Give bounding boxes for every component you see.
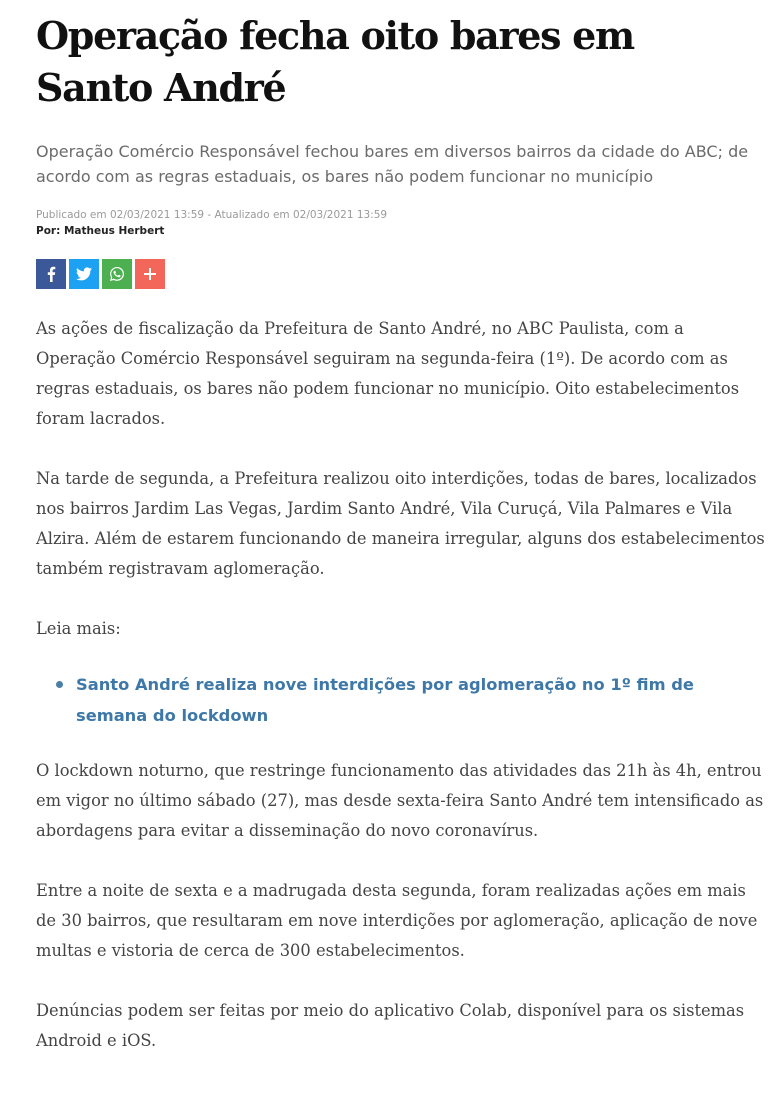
list-item [36,669,766,731]
article [36,10,766,1086]
read-more-label: Leia mais: [36,619,121,638]
author-byline: Por: Matheus Herbert [36,225,165,237]
share-more-button[interactable] [135,259,165,289]
related-article-link[interactable]: Santo André realiza nove interdições por aglomeração no 1º fim de semana do lockdown [76,675,694,725]
share-facebook-button[interactable] [36,259,66,289]
article-paragraph: O lockdown noturno, que restringe funcionamento das atividades das 21h às 4h, entrou em vigor no último sábado (27), mas desde sexta-feira Santo André tem intensificado as abordagens para evitar a disseminação do novo coronavírus. [36,761,764,840]
bullet-icon [56,681,63,688]
share-whatsapp-button[interactable] [102,259,132,289]
related-links [36,669,766,731]
article-paragraph: Denúncias podem ser feitas por meio do aplicativo Colab, disponível para os sistemas Android e iOS. [36,1001,745,1050]
facebook-icon [44,266,58,282]
article-paragraph: Na tarde de segunda, a Prefeitura realizou oito interdições, todas de bares, localizados nos bairros Jardim Las Vegas, Jardim Santo André, Vila Curuçá, Vila Palmares e Vila Alzira. Além de estarem funcionando de maneira irregular, alguns dos estabelecimentos também registravam aglomeração. [36,469,765,578]
article-paragraph: As ações de fiscalização da Prefeitura de Santo André, no ABC Paulista, com a Operação Comércio Responsável seguiram na segunda-feira (1º). De acordo com as regras estaduais, os bares não podem funcionar no município. Oito estabelecimentos foram lacrados. [36,319,740,428]
twitter-icon [76,267,92,281]
plus-icon [144,268,156,280]
whatsapp-icon [109,266,125,282]
article-body [36,314,766,1056]
publish-date: Publicado em 02/03/2021 13:59 - Atualizado em 02/03/2021 13:59 [36,209,388,221]
article-title: Operação fecha oito bares em Santo André [36,13,634,110]
article-subtitle: Operação Comércio Responsável fechou bares em diversos bairros da cidade do ABC; de acordo com as regras estaduais, os bares não podem funcionar no município [36,142,749,186]
article-paragraph: Entre a noite de sexta e a madrugada desta segunda, foram realizadas ações em mais de 30 bairros, que resultaram em nove interdições por aglomeração, aplicação de nove multas e vistoria de cerca de 300 estabelecimentos. [36,881,758,960]
share-twitter-button[interactable] [69,259,99,289]
share-bar [36,259,766,289]
